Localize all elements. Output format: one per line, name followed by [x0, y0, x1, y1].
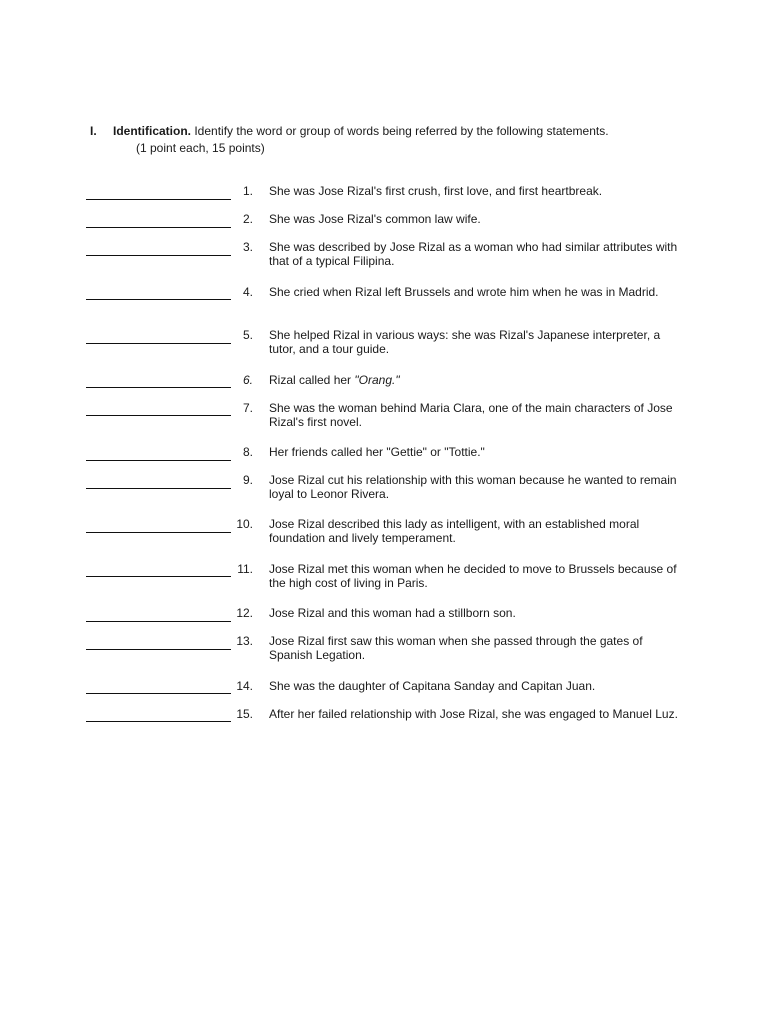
answer-blank[interactable] — [86, 199, 231, 200]
section-instruction: Identify the word or group of words being referred by the following statements. — [194, 124, 609, 138]
answer-blank[interactable] — [86, 693, 231, 694]
answer-blank[interactable] — [86, 460, 231, 461]
question-number: 8. — [242, 445, 253, 459]
question-text: After her failed relationship with Jose Rizal, she was engaged to Manuel Luz. — [269, 707, 678, 721]
question-text — [269, 373, 689, 387]
question-number: 5. — [242, 328, 253, 342]
question-text: She cried when Rizal left Brussels and wrote him when he was in Madrid. — [269, 285, 659, 299]
answer-blank[interactable] — [86, 488, 231, 489]
answer-blank[interactable] — [86, 649, 231, 650]
question-number: 15. — [236, 707, 253, 721]
answer-blank[interactable] — [86, 415, 231, 416]
question-number: 3. — [242, 240, 253, 254]
question-number: 13. — [236, 634, 253, 648]
answer-blank[interactable] — [86, 532, 231, 533]
answer-blank[interactable] — [86, 387, 231, 388]
question-text: Jose Rizal cut his relationship with this woman because he wanted to remain loyal to Leonor Rivera. — [269, 473, 677, 501]
question-text: She was Jose Rizal's common law wife. — [269, 212, 481, 226]
question-number: 14. — [236, 679, 253, 693]
answer-blank[interactable] — [86, 227, 231, 228]
answer-blank[interactable] — [86, 621, 231, 622]
question-number: 4. — [242, 285, 253, 299]
answer-blank[interactable] — [86, 255, 231, 256]
answer-blank[interactable] — [86, 299, 231, 300]
question-text: She helped Rizal in various ways: she was Rizal's Japanese interpreter, a tutor, and a tour guide. — [269, 328, 661, 356]
section-title-line — [113, 124, 609, 139]
question-number: 6. — [242, 373, 253, 387]
question-text: Her friends called her "Gettie" or "Tottie." — [269, 445, 485, 459]
section-number: I. — [90, 124, 97, 138]
section-points: (1 point each, 15 points) — [136, 141, 265, 155]
question-text: Jose Rizal described this lady as intelligent, with an established moral foundation and lively temperament. — [269, 517, 640, 545]
question-text: Jose Rizal and this woman had a stillborn son. — [269, 606, 516, 620]
question-text-main: Rizal called her — [269, 373, 355, 387]
question-text: She was the daughter of Capitana Sanday and Capitan Juan. — [269, 679, 596, 693]
question-text-emphasis: "Orang." — [354, 373, 400, 387]
answer-blank[interactable] — [86, 343, 231, 344]
question-number: 1. — [242, 184, 253, 198]
answer-blank[interactable] — [86, 721, 231, 722]
section-heading: Identification. — [113, 124, 191, 138]
question-number: 9. — [242, 473, 253, 487]
question-text: Jose Rizal met this woman when he decided to move to Brussels because of the high cost of living in Paris. — [269, 562, 677, 590]
question-number: 7. — [242, 401, 253, 415]
question-text: She was described by Jose Rizal as a woman who had similar attributes with that of a typical Filipina. — [269, 240, 678, 268]
question-number: 12. — [236, 606, 253, 620]
question-text: Jose Rizal first saw this woman when she passed through the gates of Spanish Legation. — [269, 634, 643, 662]
question-number: 2. — [242, 212, 253, 226]
question-number: 11. — [237, 562, 253, 576]
question-text: She was the woman behind Maria Clara, one of the main characters of Jose Rizal's first novel. — [269, 401, 673, 429]
question-text: She was Jose Rizal's first crush, first love, and first heartbreak. — [269, 184, 603, 198]
question-number: 10. — [236, 517, 253, 531]
answer-blank[interactable] — [86, 576, 231, 577]
